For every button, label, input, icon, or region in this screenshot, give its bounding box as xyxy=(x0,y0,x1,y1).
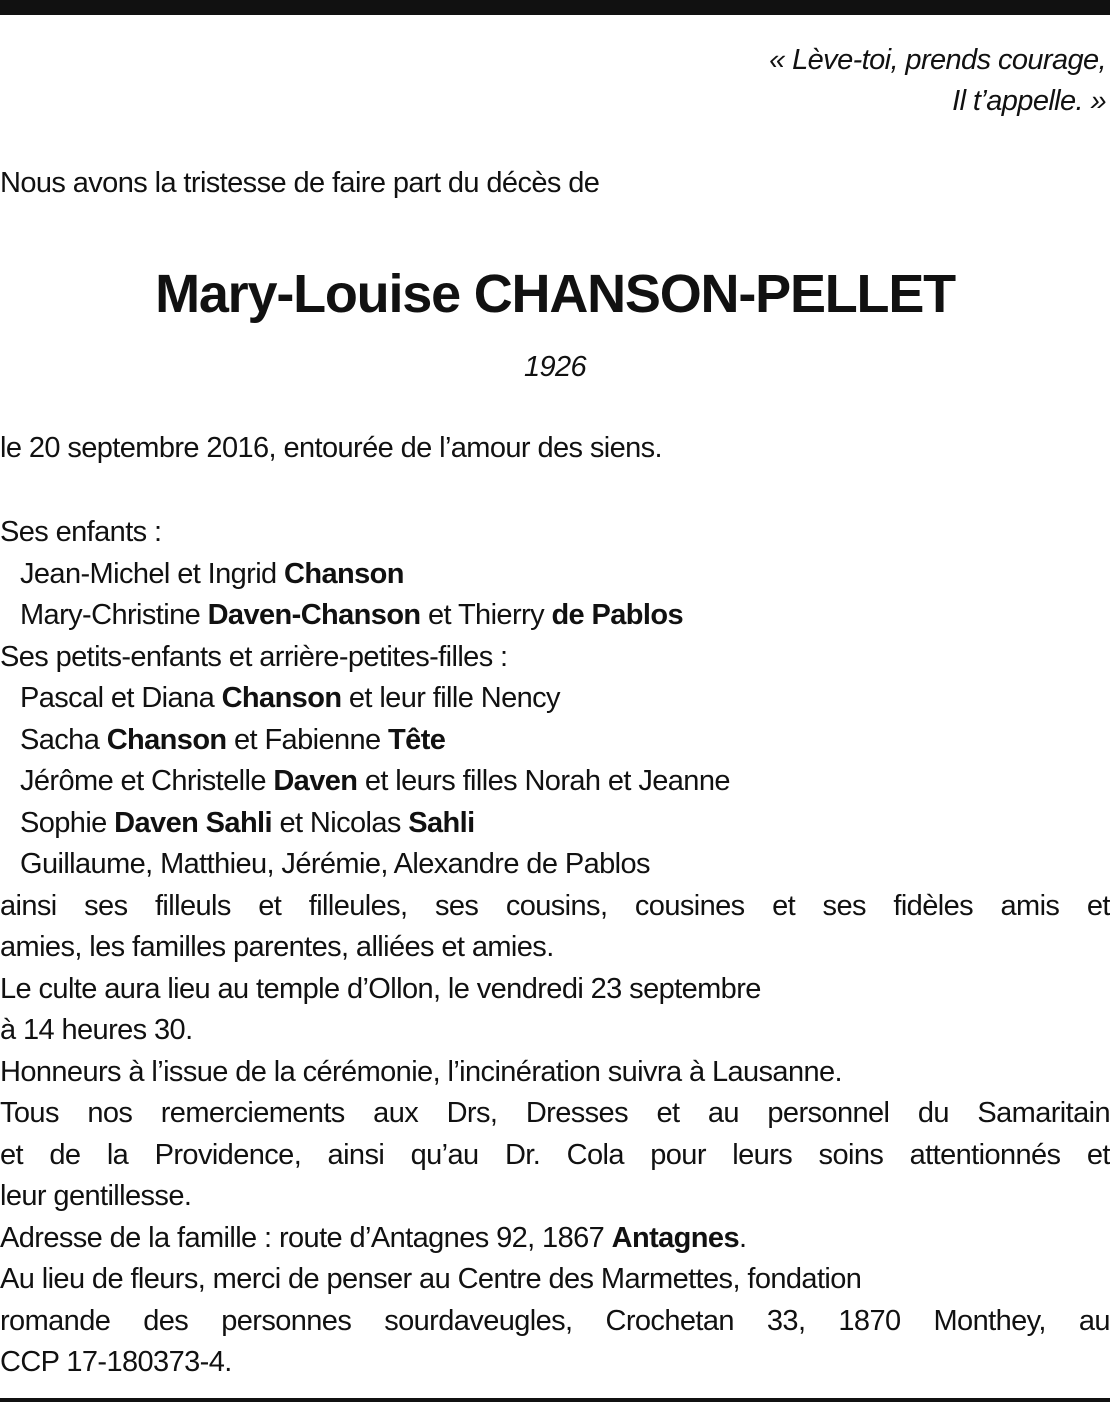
word: Drs, xyxy=(446,1097,498,1129)
address-text: Adresse de la famille : route d’Antagnes 92, 1867 xyxy=(0,1221,612,1254)
family-entry xyxy=(0,554,1110,596)
entry-surname: Sahli xyxy=(408,806,475,839)
thanks-line-2 xyxy=(0,1135,1110,1177)
thanks-line-3: leur gentillesse. xyxy=(0,1180,192,1212)
word: Crochetan xyxy=(605,1304,734,1337)
entry-text: Jean-Michel et Ingrid xyxy=(20,557,285,590)
word: sourdaveugles, xyxy=(384,1304,573,1337)
entry-surname: Daven xyxy=(273,765,358,797)
birth-year: 1926 xyxy=(523,351,587,383)
word: cousines xyxy=(634,889,745,922)
entry-text: et leurs filles Norah et Jeanne xyxy=(357,765,730,797)
thanks-line-1 xyxy=(0,1093,1110,1135)
intro-text: Nous avons la tristesse de faire part du décès de xyxy=(0,167,600,199)
entry-text: et Thierry xyxy=(420,599,552,631)
obituary-body xyxy=(0,512,1110,1384)
honours-line: Honneurs à l’issue de la cérémonie, l’incinération suivra à Lausanne. xyxy=(0,1055,842,1088)
word: filleuls xyxy=(154,889,231,922)
epigraph-line-2: Il t’appelle. » xyxy=(952,85,1106,117)
family-entry xyxy=(0,761,1110,803)
word: ses xyxy=(84,889,128,922)
family-entry xyxy=(0,720,1110,762)
word: et xyxy=(656,1097,680,1129)
word: personnes xyxy=(221,1304,352,1337)
godchildren-line-1 xyxy=(0,886,1110,928)
word: fidèles xyxy=(893,889,974,922)
word: du xyxy=(917,1097,949,1129)
donations-line-3: CCP 17-180373-4. xyxy=(0,1346,232,1378)
entry-surname: Daven Sahli xyxy=(114,806,272,839)
word: des xyxy=(143,1304,189,1337)
entry-text: et Fabienne xyxy=(226,723,389,756)
word: Cola xyxy=(566,1138,624,1171)
top-border-rule xyxy=(0,0,1110,15)
children-heading: Ses enfants : xyxy=(0,516,162,548)
entry-text: et leur fille Nency xyxy=(341,682,560,714)
word: et xyxy=(1086,889,1110,922)
word: la xyxy=(106,1138,129,1171)
entry-surname: de Pablos xyxy=(551,599,684,631)
word: et xyxy=(0,1138,23,1171)
bottom-border-rule xyxy=(0,1398,1110,1402)
family-entry xyxy=(0,595,1110,637)
entry-surname: Chanson xyxy=(284,557,404,590)
word: Samaritain xyxy=(977,1097,1110,1129)
donations-line-2 xyxy=(0,1301,1110,1343)
word: 33, xyxy=(766,1304,806,1337)
word: Dr. xyxy=(504,1138,541,1171)
entry-text: Jérôme et Christelle xyxy=(20,765,274,797)
word: ses xyxy=(435,889,479,922)
address-town: Antagnes xyxy=(611,1221,739,1254)
word: amis xyxy=(1000,889,1060,922)
word: pour xyxy=(650,1138,706,1171)
word: qu’au xyxy=(410,1138,479,1171)
family-entry xyxy=(0,803,1110,845)
godchildren-line-2: amies, les familles parentes, alliées et amies. xyxy=(0,931,554,963)
entry-surname: Chanson xyxy=(106,723,227,756)
word: ainsi xyxy=(0,889,57,922)
entry-surname: Daven-Chanson xyxy=(207,599,421,631)
word: 1870 xyxy=(838,1304,901,1337)
word: Providence, xyxy=(154,1138,302,1171)
service-line-2: à 14 heures 30. xyxy=(0,1014,193,1046)
entry-text: et Nicolas xyxy=(271,806,409,839)
word: aux xyxy=(373,1097,419,1129)
word: soins xyxy=(818,1138,884,1171)
word: remerciements xyxy=(160,1097,345,1129)
word: au xyxy=(707,1097,739,1129)
word: et xyxy=(1086,1138,1110,1171)
word: Dresses xyxy=(525,1097,628,1129)
family-entry xyxy=(0,678,1110,720)
word: leurs xyxy=(732,1138,793,1171)
entry-text: Sophie xyxy=(20,806,115,839)
word: romande xyxy=(0,1304,111,1337)
entry-surname: Chanson xyxy=(221,682,342,714)
family-entry xyxy=(0,844,1110,886)
word: Tous xyxy=(0,1097,59,1129)
epigraph xyxy=(769,40,1106,122)
entry-text: Guillaume, Matthieu, Jérémie, Alexandre de Pablos xyxy=(20,848,650,880)
donations-line-1: Au lieu de fleurs, merci de penser au Centre des Marmettes, fondation xyxy=(0,1263,862,1295)
word: Monthey, xyxy=(933,1304,1046,1337)
epigraph-line-1: « Lève-toi, prends courage, xyxy=(769,44,1106,76)
word: au xyxy=(1078,1304,1110,1337)
word: ainsi xyxy=(327,1138,385,1171)
word: de xyxy=(49,1138,81,1171)
word: personnel xyxy=(767,1097,890,1129)
entry-text: Mary-Christine xyxy=(20,599,208,631)
word: nos xyxy=(87,1097,133,1129)
word: ses xyxy=(822,889,866,922)
address-punctuation: . xyxy=(738,1221,747,1254)
entry-text: Pascal et Diana xyxy=(20,682,222,714)
entry-surname: Tête xyxy=(388,723,446,756)
address-line xyxy=(0,1218,1110,1260)
death-date-line: le 20 septembre 2016, entourée de l’amour des siens. xyxy=(0,432,663,464)
word: attentionnés xyxy=(909,1138,1061,1171)
deceased-name: Mary-Louise CHANSON-PELLET xyxy=(155,264,955,324)
grandchildren-heading: Ses petits-enfants et arrière-petites-filles : xyxy=(0,640,508,673)
entry-text: Sacha xyxy=(20,723,107,756)
word: et xyxy=(258,889,282,922)
word: filleules, xyxy=(308,889,408,922)
word: cousins, xyxy=(505,889,608,922)
service-line-1: Le culte aura lieu au temple d’Ollon, le vendredi 23 septembre xyxy=(0,972,761,1005)
word: et xyxy=(772,889,796,922)
